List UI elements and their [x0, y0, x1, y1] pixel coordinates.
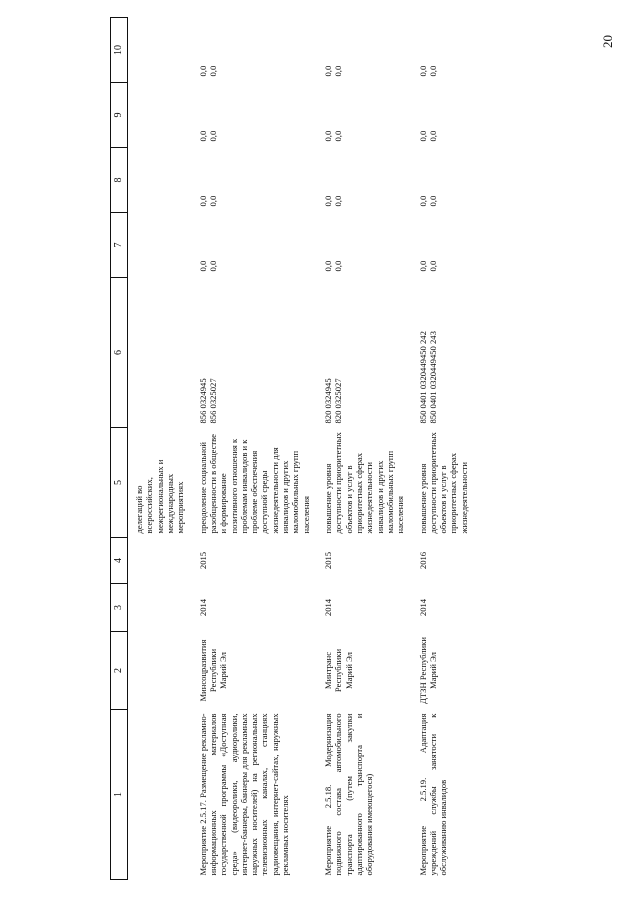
value-col-8 [321, 148, 416, 213]
value-col-7 [321, 213, 416, 278]
start-year: 2014 [417, 598, 428, 617]
value-col-7 [416, 213, 480, 278]
value-col-10 [321, 18, 416, 83]
value: 0,0 [427, 65, 438, 77]
value: 0,0 [197, 260, 208, 272]
executor: ДТЗН Республики Марий Эл [417, 637, 438, 704]
expected-result: повышение уровня доступности приоритетных объектов и услуг в приоритетных сферах жизнедеятельности [417, 432, 469, 534]
col-header-8: 8 [111, 148, 128, 213]
executor: Минсоцразвития Республики Марий Эл [197, 639, 229, 702]
continuation-row [128, 18, 196, 880]
value-col-8 [196, 148, 321, 213]
budget-codes [321, 278, 416, 428]
value: 0,0 [207, 130, 218, 142]
budget-code: 856 0325027 [207, 378, 218, 424]
budget-code: 856 0324945 [197, 378, 208, 424]
budget-code: 850 0401 0320449450 243 [427, 331, 438, 424]
table-row [416, 18, 480, 880]
event-description: Мероприятие 2.5.18. Модернизация подвижного состава автомобильного транспорта (путем закупки адаптированного транспорта и оборудования имеющегося) [323, 713, 375, 876]
value: 0,0 [207, 260, 218, 272]
col-header-1: 1 [111, 710, 128, 880]
value-col-7 [196, 213, 321, 278]
value: 0,0 [427, 130, 438, 142]
col-header-4: 4 [111, 538, 128, 584]
value: 0,0 [417, 65, 428, 77]
value: 0,0 [417, 195, 428, 207]
start-year: 2014 [323, 598, 333, 617]
event-description: Мероприятие 2.5.17. Размещение рекламно-информационных материалов государственной программы «Доступная среда» (видеоролики, аудиоролики, интернет-баннеры, баннеры для рекламных наружных носителей) на региональных телевизионных каналах, станциях радиовещания, интернет-сайтах, наружных рекламных носителях [197, 713, 291, 876]
budget-codes [196, 278, 321, 428]
budget-code: 850 0401 0320449450 242 [417, 331, 428, 424]
value-col-10 [196, 18, 321, 83]
budget-codes [416, 278, 480, 428]
executor: Минтранс Республики Марий Эл [323, 648, 354, 693]
col-header-10: 10 [111, 18, 128, 83]
table-row [321, 18, 416, 880]
value: 0,0 [197, 65, 208, 77]
value: 0,0 [427, 260, 438, 272]
col-header-9: 9 [111, 83, 128, 148]
col-header-5: 5 [111, 428, 128, 538]
value: 0,0 [323, 130, 333, 142]
header-row [111, 18, 128, 880]
table-row [196, 18, 321, 880]
col-header-3: 3 [111, 584, 128, 632]
value-col-9 [416, 83, 480, 148]
page-number: 20 [600, 35, 615, 48]
value-col-9 [196, 83, 321, 148]
value: 0,0 [207, 195, 218, 207]
value: 0,0 [427, 195, 438, 207]
budget-code: 820 0324945 [323, 378, 333, 424]
value-col-9 [321, 83, 416, 148]
value-col-8 [416, 148, 480, 213]
event-description: Мероприятие 2.5.19. Адаптация учреждений службы занятости к обслуживанию инвалидов [417, 713, 449, 876]
col-header-6: 6 [111, 278, 128, 428]
value: 0,0 [333, 65, 344, 77]
value: 0,0 [417, 130, 428, 142]
value: 0,0 [323, 65, 333, 77]
expected-result: преодоление социальной разобщенности в обществе и формирование позитивного отношения к проблемам инвалидов и к проблеме обеспечения доступной среды жизнедеятельности для инвалидов и других маломобильных групп населения [197, 434, 311, 534]
value: 0,0 [197, 195, 208, 207]
expected-result: повышение уровня доступности приоритетных объектов и услуг в приоритетных сферах жизнедеятельности инвалидов и других маломобильных групп населения [323, 432, 406, 534]
value-col-10 [416, 18, 480, 83]
value: 0,0 [323, 195, 333, 207]
value: 0,0 [207, 65, 218, 77]
value: 0,0 [333, 130, 344, 142]
value: 0,0 [333, 195, 344, 207]
value: 0,0 [197, 130, 208, 142]
program-events-table [110, 17, 479, 880]
value: 0,0 [417, 260, 428, 272]
value: 0,0 [333, 260, 344, 272]
rotated-table-container [110, 18, 570, 880]
end-year: 2015 [323, 551, 333, 570]
budget-code: 820 0325027 [333, 378, 344, 424]
value: 0,0 [323, 260, 333, 272]
end-year: 2016 [417, 551, 428, 570]
col-header-7: 7 [111, 213, 128, 278]
end-year: 2015 [197, 551, 208, 570]
col-header-2: 2 [111, 632, 128, 710]
continuation-goal: делегаций во всероссийских, межрегиональных и международных мероприятиях [134, 459, 186, 534]
start-year: 2014 [197, 598, 208, 617]
